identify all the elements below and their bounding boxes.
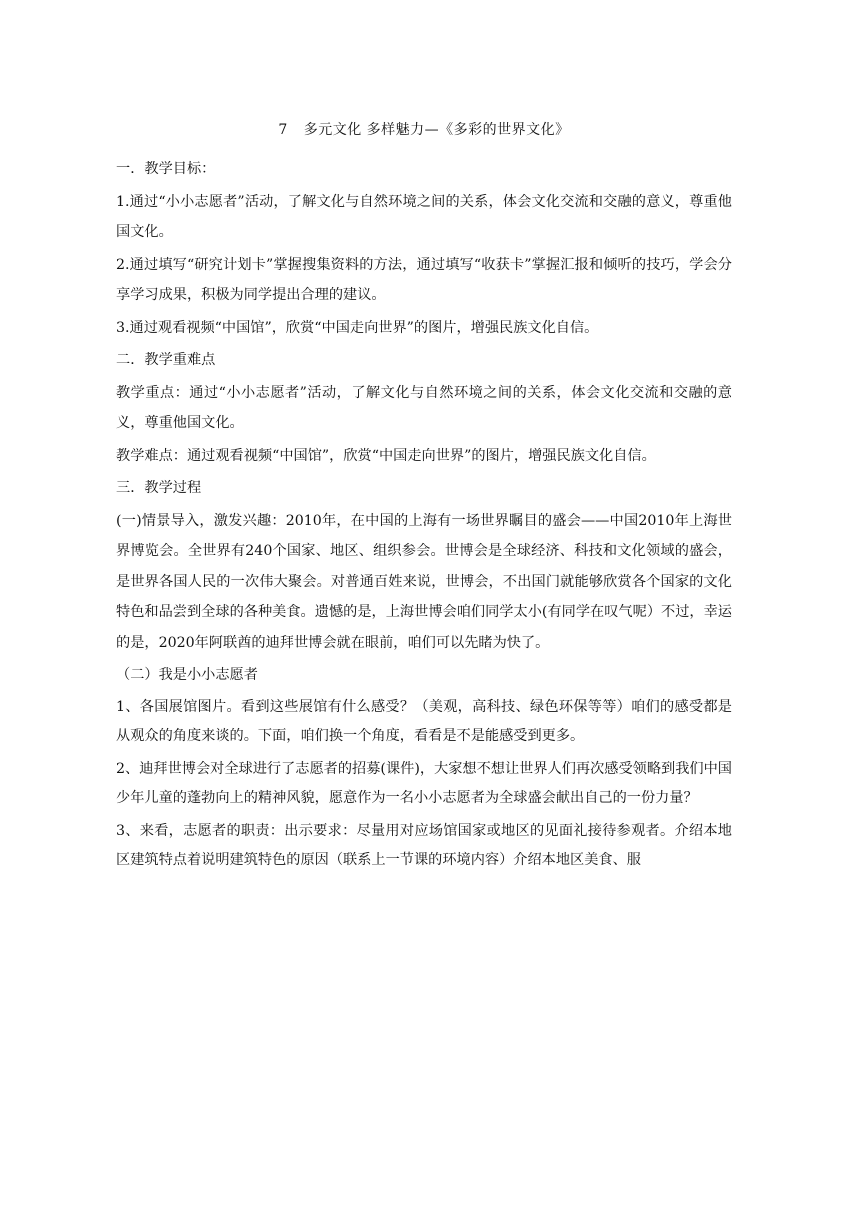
title-text: 多元文化 多样魅力—《多彩的世界文化》 [303, 122, 570, 138]
section-heading-process: 三．教学过程 [116, 480, 202, 496]
section-heading-key-points: 二．教学重难点 [116, 352, 216, 368]
title-number: 7 [278, 122, 288, 138]
section-heading-objectives: 一．教学目标： [116, 161, 216, 177]
key-point: 教学重点：通过“小小志愿者”活动，了解文化与自然环境之间的关系，体会文化交流和交融的意义，尊重他国文化。 [116, 384, 732, 431]
objective-3: 3.通过观看视频“中国馆”，欣赏“中国走向世界”的图片，增强民族文化自信。 [116, 319, 599, 336]
volunteer-step-3: 3、来看，志愿者的职责：出示要求：尽量用对应场馆国家或地区的见面礼接待参观者。介绍本地区建筑特点着说明建筑特色的原因（联系上一节课的环境内容）介绍本地区美食、服 [116, 822, 732, 868]
volunteer-step-1: 1、各国展馆图片。看到这些展馆有什么感受？（美观，高科技、绿色环保等等）咱们的感受都是从观众的角度来谈的。下面，咱们换一个角度，看看是不是能感受到更多。 [116, 698, 732, 744]
difficult-point: 教学难点：通过观看视频“中国馆”，欣赏“中国走向世界”的图片，增强民族文化自信。 [116, 447, 656, 464]
volunteer-step-2: 2、迪拜世博会对全球进行了志愿者的招募(课件)，大家想不想让世界人们再次感受领略到我们中国少年儿童的蓬勃向上的精神风貌，愿意作为一名小小志愿者为全球盛会献出自己的一份力量？ [116, 760, 732, 806]
objective-2: 2.通过填写“研究计划卡”掌握搜集资料的方法，通过填写“收获卡”掌握汇报和倾听的技巧，学会分享学习成果，积极为同学提出合理的建议。 [116, 256, 732, 303]
document-title [116, 120, 732, 140]
subsection-heading-volunteer: （二）我是小小志愿者 [116, 667, 258, 683]
process-intro: (一)情景导入，激发兴趣：2010年，在中国的上海有一场世界瞩目的盛会——中国2010年上海世界博览会。全世界有240个国家、地区、组织参会。世博会是全球经济、科技和文化领域的盛会，是世界各国人民的一次伟大聚会。对普通百姓来说，世博会，不出国门就能够欣赏各个国家的文化特色和品尝到全球的各种美食。遗憾的是，上海世博会咱们同学太小(有同学在叹气呢）不过，幸运的是，2020年阿联酋的迪拜世博会就在眼前，咱们可以先睹为快了。 [116, 512, 732, 651]
objective-1: 1.通过“小小志愿者”活动，了解文化与自然环境之间的关系，体会文化交流和交融的意义，尊重他国文化。 [116, 193, 732, 240]
